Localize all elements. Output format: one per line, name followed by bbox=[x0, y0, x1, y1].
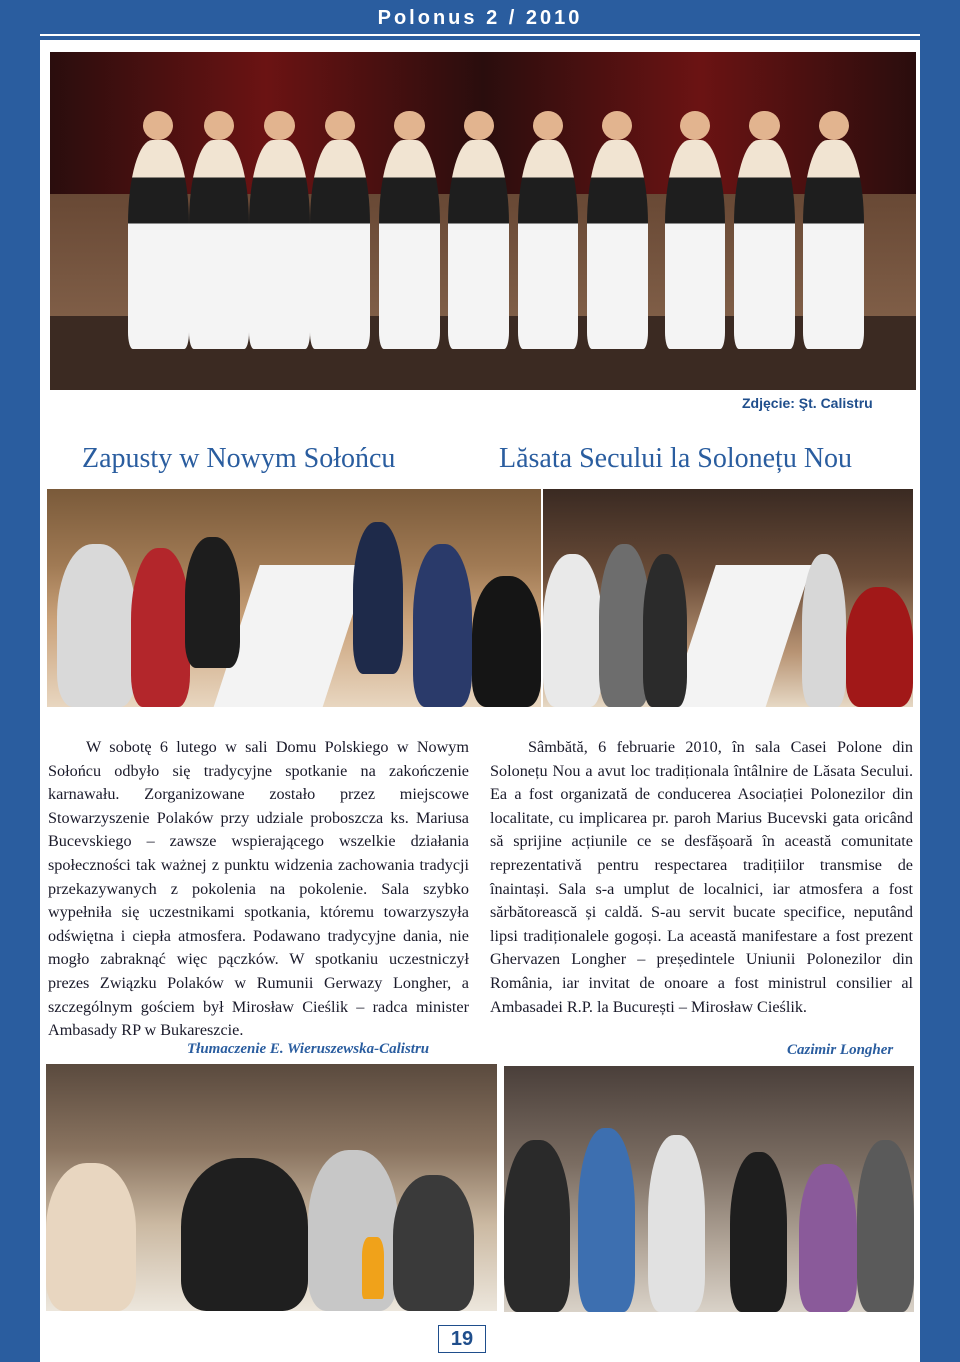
dancer-figure bbox=[189, 140, 250, 350]
guest-figure bbox=[413, 544, 472, 708]
guest-figure bbox=[846, 587, 913, 707]
guest-figure bbox=[353, 522, 402, 675]
photo-banquet-table-left bbox=[47, 489, 541, 707]
photo-girls-at-table bbox=[46, 1064, 497, 1311]
guest-figure bbox=[181, 1158, 307, 1311]
guest-figure bbox=[393, 1175, 474, 1311]
footer-divider-right bbox=[490, 1337, 586, 1339]
dancer-figure bbox=[448, 140, 509, 350]
footer-divider-left bbox=[40, 1337, 432, 1339]
dancer-figure bbox=[518, 140, 579, 350]
guest-figure bbox=[648, 1135, 705, 1312]
soda-bottle bbox=[362, 1237, 385, 1299]
magazine-issue-title: Polonus 2 / 2010 bbox=[377, 7, 583, 29]
dancer-figure bbox=[128, 140, 189, 350]
dancer-figure bbox=[665, 140, 726, 350]
guest-figure bbox=[504, 1140, 570, 1312]
photo-banquet-table-right bbox=[543, 489, 913, 707]
header-divider bbox=[40, 34, 920, 36]
title-polish: Zapusty w Nowym Sołońcu bbox=[82, 443, 396, 474]
top-photo-folk-ensemble bbox=[50, 52, 916, 390]
top-photo-caption: Zdjęcie: Şt. Calistru bbox=[742, 395, 873, 411]
guest-figure bbox=[131, 548, 190, 707]
dancer-figure bbox=[249, 140, 310, 350]
dancer-figure bbox=[803, 140, 864, 350]
banquet-table bbox=[666, 565, 812, 707]
dancer-figure bbox=[310, 140, 371, 350]
guest-figure bbox=[46, 1163, 136, 1311]
guest-figure bbox=[730, 1152, 787, 1312]
guest-figure bbox=[578, 1128, 635, 1313]
author-credit: Cazimir Longher bbox=[787, 1042, 894, 1058]
guest-figure bbox=[543, 554, 602, 707]
title-romanian: Lăsata Secului la Solonețu Nou bbox=[499, 443, 853, 474]
guest-figure bbox=[308, 1150, 398, 1311]
dancer-figure bbox=[587, 140, 648, 350]
translator-credit: Tłumaczenie E. Wieruszewska-Calistru bbox=[187, 1041, 430, 1057]
dancer-figure bbox=[734, 140, 795, 350]
bottom-photos-caption: Zdjęcia : K. Longier bbox=[707, 1325, 847, 1342]
guest-figure bbox=[857, 1140, 914, 1312]
article-polish: W sobotę 6 lutego w sali Domu Polskiego w Nowym Sołońcu odbyło się tradycyjne spotkanie na zakończenie karnawału. Zorganizowane zostało przez miejscowe Stowarzyszenie Polaków przy udziale proboszcza ks. Mariusa Bucevskiego – zawsze wspierającego wszelkie działania społeczności tak ważnej z punktu widzenia zachowania tradycji przekazywanych z pokolenia na pokolenie. Sala szybko wypełniła się uczestnikami spotkania, któremu towarzyszyła odświętna i ciepła atmosfera. Podawano tradycyjne dania, nie mogło zabraknąć więc pączków. W spotkaniu uczestniczył prezes Związku Polaków w Rumunii Gerwazy Longher, a szczególnym gościem był Mirosław Cieślik – radca minister Ambasady RP w Bukareszcie. bbox=[48, 738, 469, 1040]
guest-figure bbox=[643, 554, 687, 707]
article-romanian: Sâmbătă, 6 februarie 2010, în sala Casei Polone din Solonețu Nou a avut loc tradiționala întâlnire de Lăsata Secului. Ea a fost organizată de conducerea Asociației Polonezilor din localitate, cu implicarea pr. paroh Marius Bucevski gata oricând să sprijine acțiunile ce se desfășoară în această comunitate reprezentativă pentru respectarea tradițiilor transmise de înaintași. Sala s-a umplut de localnici, iar atmosfera a fost sărbătorească și caldă. S-au servit bucate specifice, neputând lipsi tradiționalele gogoși. La această manifestare a fost prezent Ghervazen Longher – președintele Uniunii Polonezilor din România, iar invitat de onoare a fost ministrul consilier al Ambasadei R.P. la București – Mirosław Cieślik. bbox=[490, 738, 913, 1016]
guest-figure bbox=[185, 537, 239, 668]
guest-figure bbox=[472, 576, 541, 707]
page-number: 19 bbox=[438, 1325, 486, 1353]
dancer-figure bbox=[379, 140, 440, 350]
guest-figure bbox=[802, 554, 846, 707]
guest-figure bbox=[799, 1164, 856, 1312]
photo-dancing-party bbox=[504, 1066, 914, 1312]
guest-figure bbox=[57, 544, 136, 708]
